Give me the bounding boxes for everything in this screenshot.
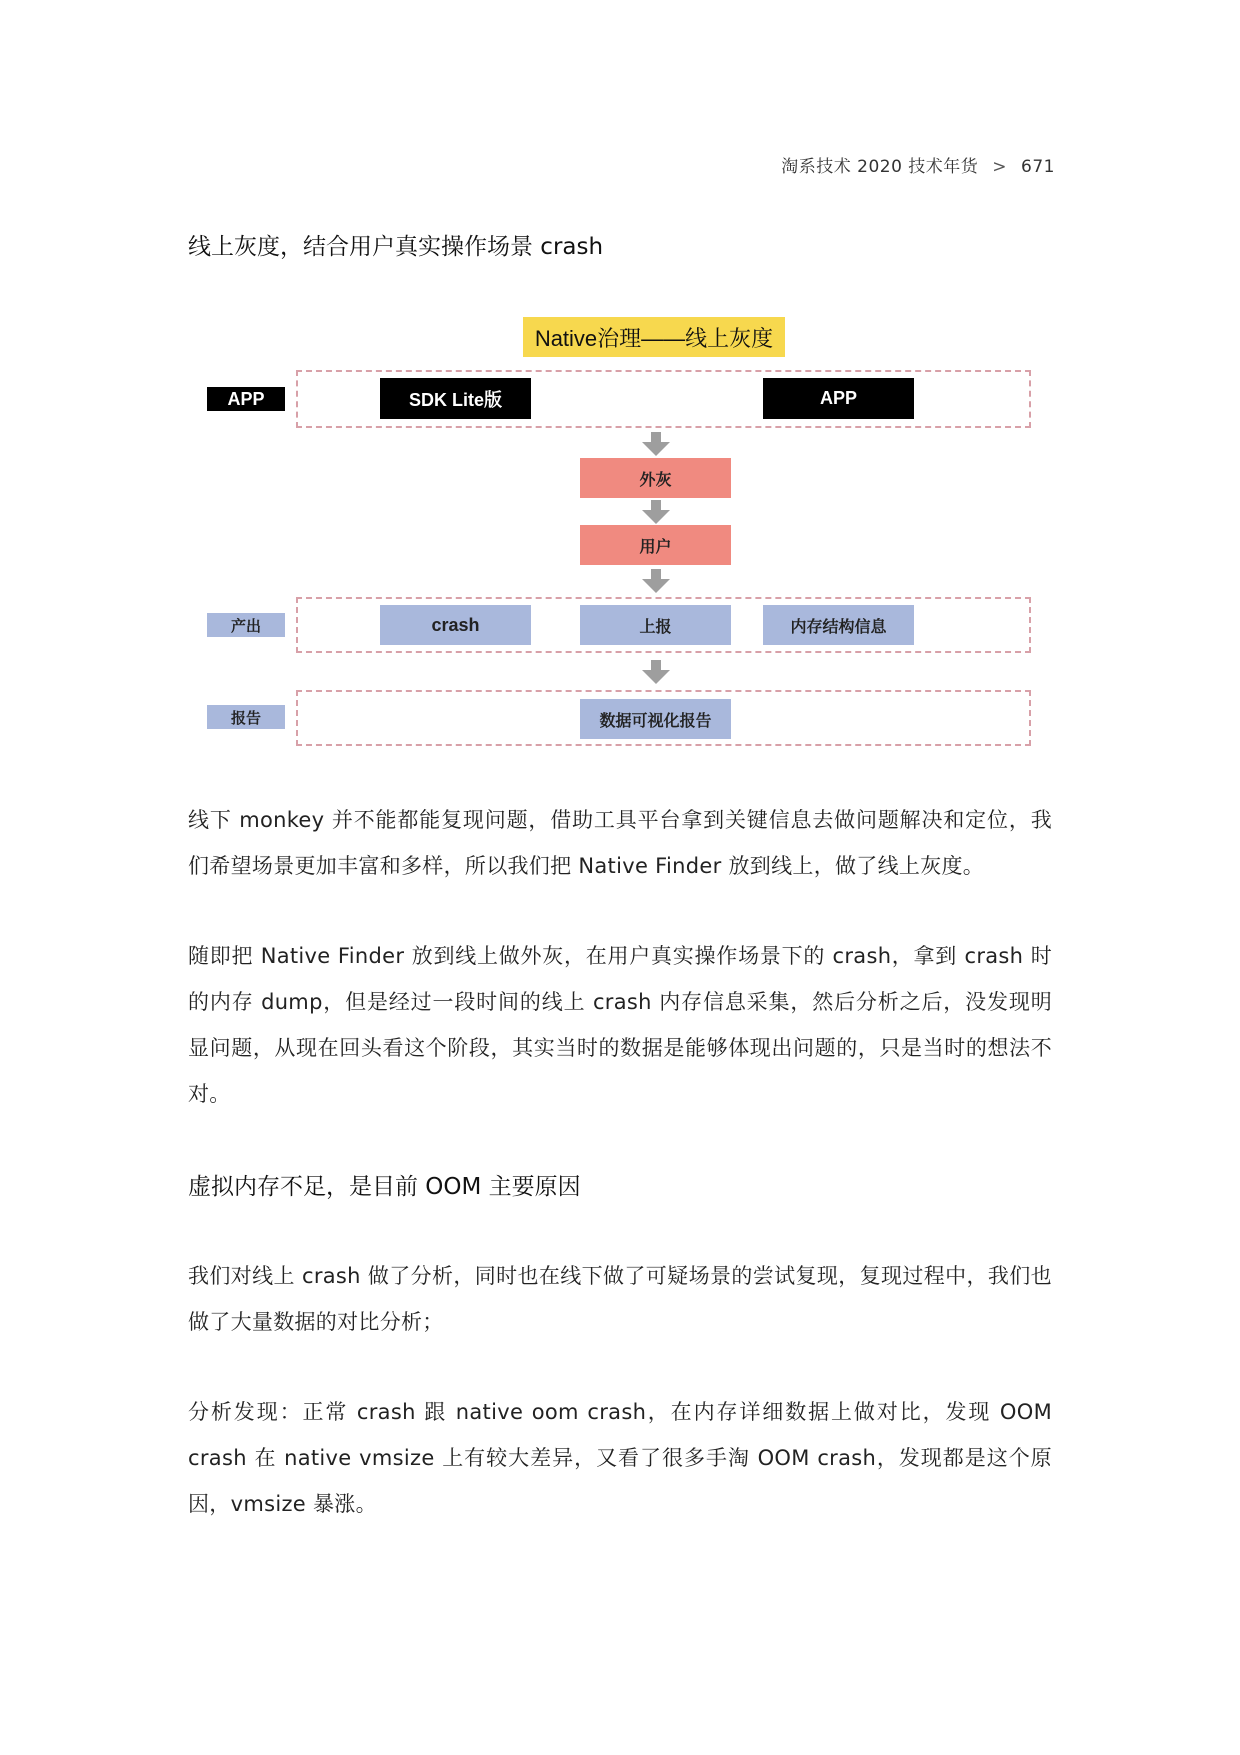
section-heading-virtual-memory: 虚拟内存不足，是目前 OOM 主要原因 [188,1174,581,1200]
down-arrow-icon [640,500,672,524]
external-gray-box: 外灰 [580,458,731,498]
memory-structure-box: 内存结构信息 [763,605,914,645]
book-title: 淘系技术 2020 技术年货 [781,157,979,177]
upload-box: 上报 [580,605,731,645]
diagram-title: Native治理——线上灰度 [523,317,785,357]
page-number: 671 [1021,157,1055,177]
section-heading-gray-release: 线上灰度，结合用户真实操作场景 crash [188,234,604,260]
side-label-app: APP [207,387,285,411]
page-header [781,152,1055,177]
down-arrow-icon [640,569,672,593]
paragraph-offline-monkey: 线下 monkey 并不能都能复现问题，借助工具平台拿到关键信息去做问题解决和定位，我们希望场景更加丰富和多样，所以我们把 Native Finder 放到线上，做了线上灰度。 [188,808,1052,878]
side-label-report: 报告 [207,705,285,729]
header-separator: > [992,157,1008,177]
sdk-lite-box: SDK Lite版 [380,378,531,419]
app-box: APP [763,378,914,419]
paragraph-crash-analysis: 我们对线上 crash 做了分析，同时也在线下做了可疑场景的尝试复现，复现过程中，我们也做了大量数据的对比分析； [188,1264,1052,1334]
visualization-report-box: 数据可视化报告 [580,699,731,739]
down-arrow-icon [640,432,672,456]
paragraph-native-finder-online: 随即把 Native Finder 放到线上做外灰，在用户真实操作场景下的 crash，拿到 crash 时的内存 dump，但是经过一段时间的线上 crash 内存信息采集，然后分析之后，没发现明显问题，从现在回头看这个阶段，其实当时的数据是能够体现出问题的，只是当时的想法不对。 [188,944,1052,1106]
user-box: 用户 [580,525,731,565]
down-arrow-icon [640,660,672,684]
crash-box: crash [380,605,531,645]
side-label-output: 产出 [207,613,285,637]
paragraph-analysis-finding: 分析发现：正常 crash 跟 native oom crash，在内存详细数据上做对比，发现 OOM crash 在 native vmsize 上有较大差异，又看了很多手淘 OOM crash，发现都是这个原因，vmsize 暴涨。 [188,1400,1052,1516]
